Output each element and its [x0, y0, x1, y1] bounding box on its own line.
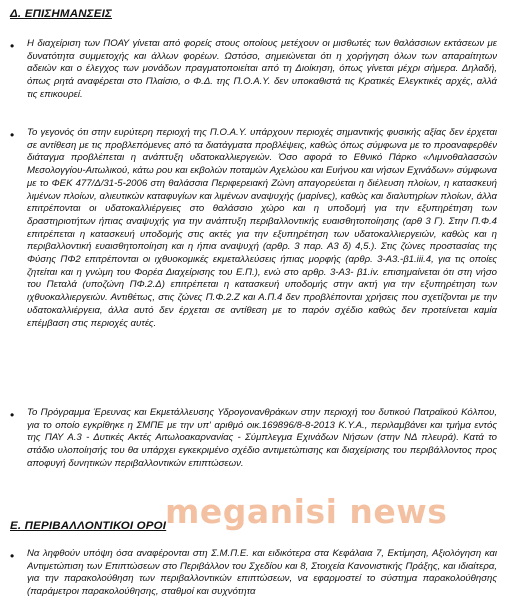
section-d-heading: Δ. ΕΠΙΣΗΜΑΝΣΕΙΣ: [10, 8, 112, 20]
bullet-marker: •: [10, 128, 15, 142]
paragraph-natural-value-areas: Το γεγονός ότι στην ευρύτερη περιοχή της Π.Ο.Α.Υ. υπάρχουν περιοχές σημαντικής φυσικής αξίας δεν έρχεται σε αντίθεση με τις προβλεπόμενες από τα διατάγματα προβλέψεις, καθώς όπως σύμφωνα με το προαναφερθέν διάταγμα προβλέπεται η ανάπτυξη υδατοκαλλιεργειών. Όσο αφορά το Εθνικό Πάρκο «Λιμνοθαλασσών Μεσολογγίου-Αιτωλικού, κάτω ρου και εκβολών ποταμών Αχελώου και Ευήνου και νήσων Εχινάδων» σύμφωνα με το ΦΕΚ 477/Δ/31-5-2006 στη θαλάσσια Περιφερειακή Ζώνη απαγορεύεται η διέλευση πλοίων, η κατασκευή λιμένων πλοίων, αλιευτικών καταφυγίων και λιμένων αναψυχής (μαρίνες), καθώς και διαλυτηρίων πλοίων, άλλα επιτρέπονται οι υδατοκαλλιέργειες στο θαλάσσιο χώρο και η υποδομή για την εξυπηρέτηση των δραστηριοτήτων ήπιας αναψυχής για την ανάπτυξη περιβαλλοντικής ευαισθητοποίησης (αρθ 3 Γ). Στην Π.Φ.4 επιτρέπεται η κατασκευή υποδομής στις ακτές για την εξυπηρέτηση των υδατοκαλλιεργειών, καθώς και η περιβαλλοντική ευαισθητοποίηση και η ήπια αναψυχή (αρθρ. 3 παρ. Α3 δ) 4,5.). Στις ζώνες προστασίας της Φύσης ΠΦ2 επιτρέπονται οι ιχθυοκομικές εκμεταλλεύσεις ήπιας μορφής (αρθρ. 3-Α3.-β1.iii.4, για τις οποίες ζητείται και η γνώμη του Φορέα Διαχείρισης του Ε.Π.), ενώ στο αρθρ. 3-Α3- β1.iv. επισημαίνεται ότι στη νήσο του Πεταλά (υποζώνη ΠΦ.2.Δ) επιτρέπεται η κατασκευή υποδομής στην ακτή για την εξυπηρέτηση των ιχθυοκαλλιεργειών. Αντιθέτως, στις ζώνες Π.Φ.2.Ζ και Α.Π.4 δεν προβλέπονται χρήσεις που σχετίζονται με την υδατοκαλλιέργεια, άλλα αυτό δεν έρχεται σε αντίθεση με το παρόν σχέδιο καθώς δεν προτείνεται καμία επέμβαση στις περιοχές αυτές.: [27, 127, 497, 329]
paragraph-poay-management: Η διαχείριση των ΠΟΑΥ γίνεται από φορείς στους οποίους μετέχουν οι μισθωτές των θαλάσσιων εκτάσεων με δυνατότητα συμμετοχής και άλλων φορέων. Ωστόσο, σημειώνεται ότι η χορήγηση όλων των απαραίτητων αδειών και ο έλεγχος των μονάδων πραγματοποιείται από τη Διοίκηση, όπως γίνεται μέχρι σήμερα. Δηλαδή, όπως ρητά αναφέρεται στο Πλαίσιο, ο Φ.Δ. της Π.Ο.Α.Υ. δεν υποκαθιστά τις Κρατικές Ελεγκτικές αρχές, αλλά τις επικουρεί.: [27, 38, 497, 100]
bullet-marker: •: [10, 408, 15, 422]
watermark-logo: meganisi news: [165, 492, 448, 531]
paragraph-environmental-terms: Να ληφθούν υπόψη όσα αναφέρονται στη Σ.Μ.Π.Ε. και ειδικότερα στα Κεφάλαια 7, Εκτίμηση, Αξιολόγηση και Αντιμετώπιση των Επιπτώσεων στο Περιβάλλον του Σχεδίου και 8, Στοιχεία Κανονιστικής Πράξης, και ιδιαίτερα, για την παρακολούθηση των περιβαλλοντικών επιπτώσεων, να εφαρμοστεί το σύστημα παρακολούθησης (παράμετροι παρακολούθησης, σταθμοί και συχνότητα: [27, 548, 497, 598]
bullet-marker: •: [10, 549, 15, 563]
section-e-heading: Ε. ΠΕΡΙΒΑΛΛΟΝΤΙΚΟΙ ΟΡΟΙ: [10, 520, 167, 532]
paragraph-hydrocarbons-program: Το Πρόγραμμα Έρευνας και Εκμετάλλευσης Υδρογονανθράκων στην περιοχή του δυτικού Πατραϊκού Κόλπου, για το οποίο εγκρίθηκε η ΣΜΠΕ με την υπ' αριθμό οικ.169896/8-8-2013 Κ.Υ.Α., περιλαμβάνει και τμήμα εντός της ΠΑΥ Α.3 - Δυτικές Ακτές Αιτωλοακαρνανίας - Σύμπλεγμα Εχινάδων Νήσων (στην ΝΔ πλευρά). Κατά το στάδιο υλοποίησής του θα υπάρχει εγκεκριμένο σχέδιο αντιμετώπισης και διαχείρισης του περιβάλλοντος προς αποφυγή δυνητικών περιβαλλοντικών επιπτώσεων.: [27, 407, 497, 469]
bullet-marker: •: [10, 39, 15, 53]
